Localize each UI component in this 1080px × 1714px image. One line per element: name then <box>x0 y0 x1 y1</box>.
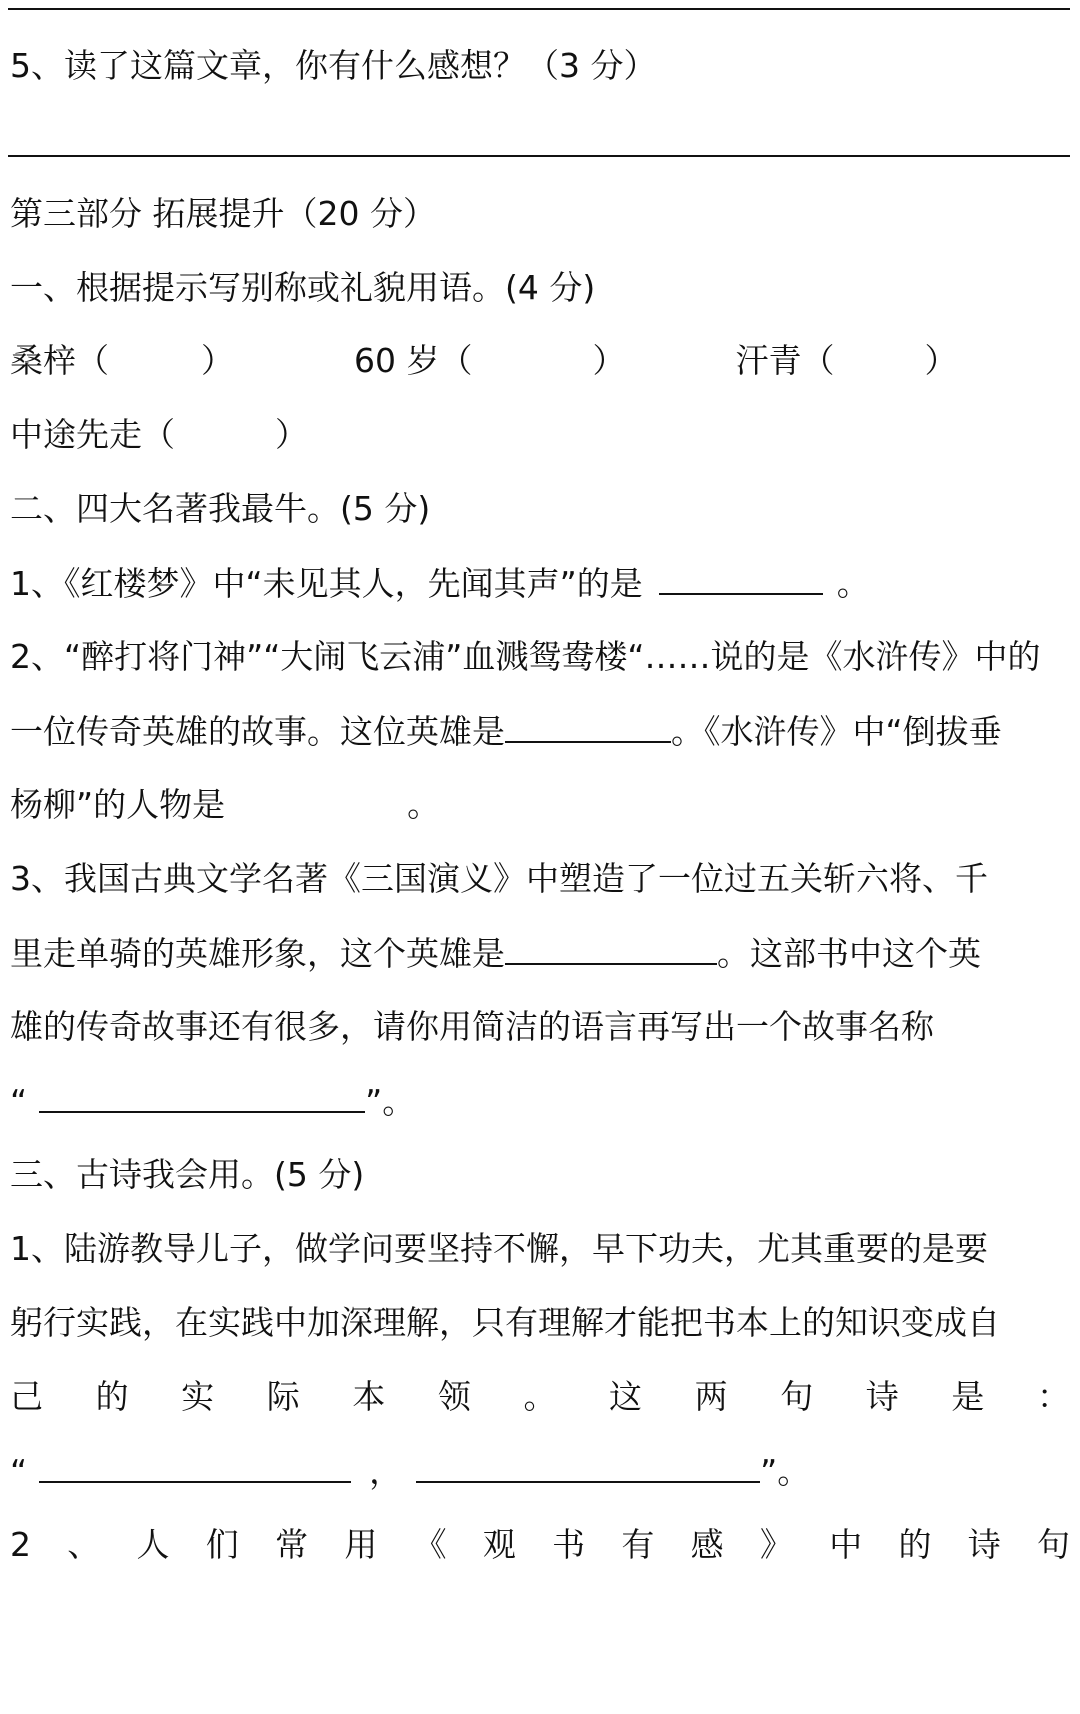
item-sangzi-close: ） <box>201 341 234 380</box>
char: 有 <box>621 1525 655 1564</box>
char: 句 <box>1036 1525 1070 1564</box>
char: 诗 <box>865 1377 899 1416</box>
s2-q3-line3: 雄的传奇故事还有很多，请你用简洁的语言再写出一个故事名称 <box>10 1007 934 1046</box>
char: 诗 <box>967 1525 1001 1564</box>
char: 实 <box>181 1377 215 1416</box>
char: 书 <box>552 1525 586 1564</box>
part3-title: 第三部分 拓展提升（20 分） <box>10 194 436 233</box>
section3-heading: 三、古诗我会用。(5 分) <box>10 1155 365 1194</box>
question-5: 5、读了这篇文章，你有什么感想？（3 分） <box>10 46 657 85</box>
item-60-open: 60 岁（ <box>354 341 473 380</box>
answer-blank[interactable] <box>39 1081 365 1113</box>
char: 观 <box>482 1525 516 1564</box>
char: 中 <box>829 1525 863 1564</box>
char: 两 <box>694 1377 728 1416</box>
answer-blank[interactable] <box>505 933 717 965</box>
item-zhongtu-close: ） <box>275 415 308 454</box>
s2-q2-end: 。 <box>407 785 441 824</box>
char: 际 <box>266 1377 300 1416</box>
s2-q1-text: 1、《红楼梦》中“未见其人，先闻其声”的是 <box>10 564 643 603</box>
s2-q3-text2b: 。这部书中这个英 <box>717 934 981 973</box>
item-zhongtu-open: 中途先走（ <box>10 415 175 454</box>
char: 的 <box>898 1525 932 1564</box>
char: 。 <box>523 1377 557 1416</box>
s2-q2-line1: 2、“醉打将门神”“大闹飞云浦”血溅鸳鸯楼“……说的是《水浒传》中的 <box>10 637 1041 676</box>
char: 本 <box>352 1377 386 1416</box>
char: 感 <box>690 1525 724 1564</box>
char: 人 <box>136 1525 170 1564</box>
char: 领 <box>437 1377 471 1416</box>
char: 用 <box>344 1525 378 1564</box>
s3-q1-line4 <box>10 1451 1070 1492</box>
s2-q2-line2 <box>10 711 1070 752</box>
item-hanqing-close: ） <box>924 341 958 380</box>
s2-q2-line3 <box>10 785 1070 825</box>
char: 》 <box>759 1525 793 1564</box>
char: 《 <box>413 1525 447 1564</box>
s2-q3-line1: 3、我国古典文学名著《三国演义》中塑造了一位过五关斩六将、千 <box>10 859 988 898</box>
section2-heading: 二、四大名著我最牛。(5 分) <box>10 489 431 528</box>
s2-q3-line4 <box>10 1081 1070 1122</box>
char: 是 <box>951 1377 985 1416</box>
answer-line-q5 <box>8 155 1070 157</box>
item-sangzi-open: 桑梓（ <box>10 341 109 380</box>
char: 们 <box>205 1525 239 1564</box>
char: 、 <box>67 1525 101 1564</box>
answer-line-top <box>8 8 1070 10</box>
char: 这 <box>609 1377 643 1416</box>
section1-heading: 一、根据提示写别称或礼貌用语。(4 分) <box>10 268 596 307</box>
open-quote: “ <box>10 1082 28 1121</box>
char: 句 <box>780 1377 814 1416</box>
close-quote: ”。 <box>760 1452 811 1491</box>
s3-q1-line3 <box>10 1377 1070 1417</box>
s2-q2-text2b: 。《水浒传》中“倒拔垂 <box>671 712 1002 751</box>
answer-blank[interactable] <box>659 563 823 595</box>
s2-q2-text3: 杨柳”的人物是 <box>10 785 226 824</box>
s2-q3-line2 <box>10 933 1070 974</box>
section1-items-row <box>10 341 1070 381</box>
s2-q1 <box>10 563 1070 604</box>
close-quote: ”。 <box>365 1082 416 1121</box>
answer-blank[interactable] <box>505 711 671 743</box>
char: 的 <box>95 1377 129 1416</box>
s2-q1-end: 。 <box>836 564 870 603</box>
s2-q3-text2: 里走单骑的英雄形象，这个英雄是 <box>10 934 505 973</box>
answer-blank[interactable] <box>39 1451 351 1483</box>
item-hanqing-open: 汗青（ <box>735 341 835 380</box>
char: 2 <box>10 1525 31 1564</box>
char: 己 <box>10 1377 43 1416</box>
char: 常 <box>275 1525 309 1564</box>
comma: ， <box>369 1452 403 1491</box>
s2-q2-text2: 一位传奇英雄的故事。这位英雄是 <box>10 712 505 751</box>
section1-item4-row <box>10 415 1070 455</box>
item-60-close: ） <box>592 341 626 380</box>
s3-q2-line1 <box>10 1525 1070 1565</box>
s3-q1-line2: 躬行实践，在实践中加深理解，只有理解才能把书本上的知识变成自 <box>10 1303 1000 1342</box>
answer-blank[interactable] <box>416 1451 760 1483</box>
char: ： <box>1036 1377 1070 1416</box>
s3-q1-line1: 1、陆游教导儿子，做学问要坚持不懈，早下功夫，尤其重要的是要 <box>10 1229 988 1268</box>
open-quote: “ <box>10 1452 28 1491</box>
